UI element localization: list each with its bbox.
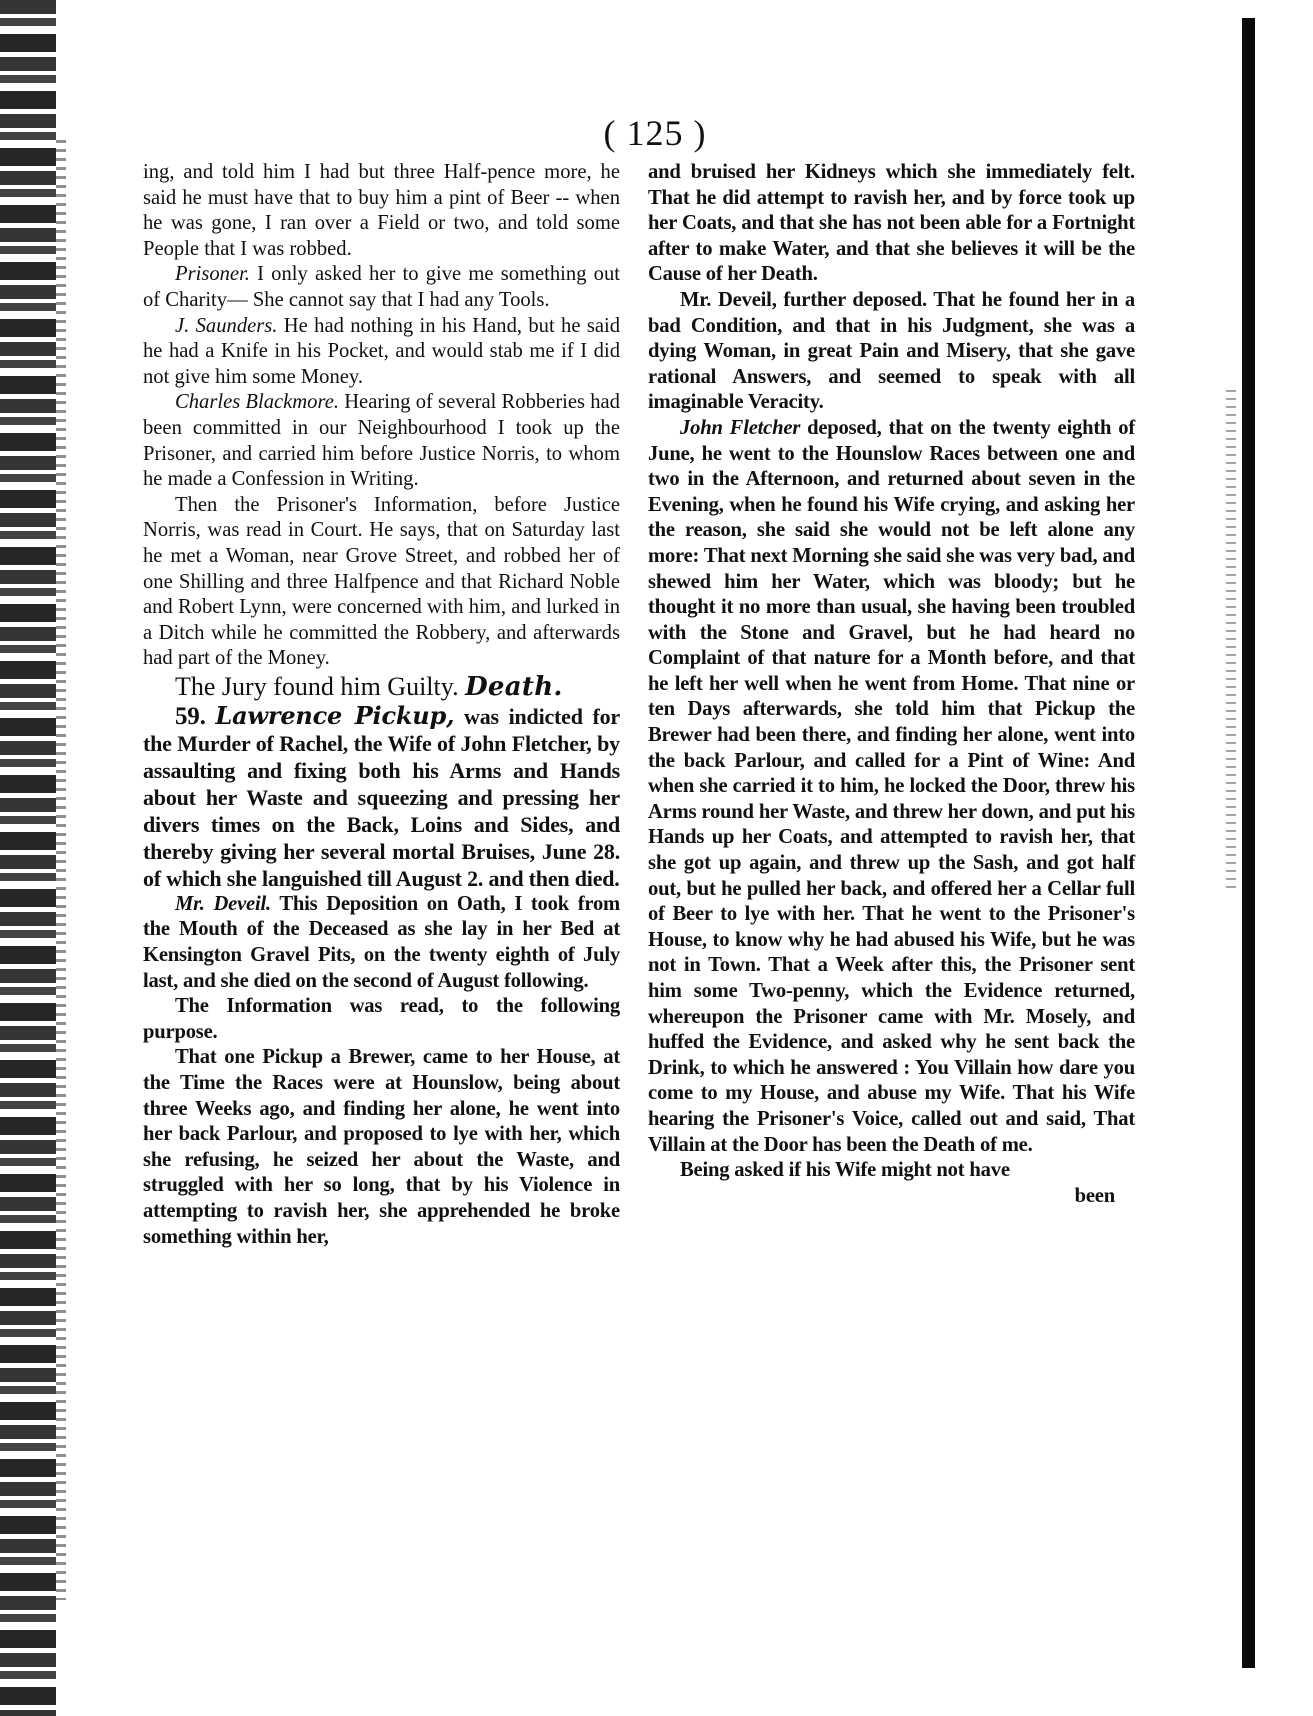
- paragraph: [648, 416, 1135, 1158]
- speaker-name: J. Saunders.: [175, 314, 278, 337]
- paragraph: ing, and told him I had but three Half-pence more, he said he must have that to buy him a pint of Beer -- when he was gone, I ran over a Field or two, and told some People that I was robbed.: [143, 161, 620, 260]
- paragraph: [143, 390, 620, 492]
- right-column: [648, 160, 1135, 1209]
- right-page-edge-rule: [1242, 18, 1255, 1668]
- testimony-text: I only asked her to give me something out of Charity— She cannot say that I had any Tools.: [143, 263, 620, 311]
- binding-edge-scan-artifact: [0, 0, 56, 1716]
- binding-shadow-scan-artifact: [56, 140, 66, 1600]
- verdict-text: The Jury found him Guilty.: [175, 671, 459, 701]
- verdict-sentence: Death.: [465, 671, 563, 702]
- testimony-text: He had nothing in his Hand, but he said he had a Knife in his Pocket, and would stab me if I did not give him some Money.: [143, 314, 620, 388]
- paragraph: [143, 262, 620, 313]
- paragraph: Then the Prisoner's Information, before Justice Norris, was read in Court. He says, that on Saturday last he met a Woman, near Grove Street, and robbed her of one Shilling and three Halfpence and that Richard Noble and Robert Lynn, were concerned with him, and lurked in a Ditch while he committed the Robbery, and afterwards had part of the Money.: [143, 493, 620, 670]
- paragraph: The Information was read, to the following purpose.: [143, 995, 620, 1043]
- speaker-name: Charles Blackmore.: [175, 391, 339, 414]
- page-number: ( 125 ): [603, 113, 707, 153]
- testimony-text: Hearing of several Robberies had been committed in our Neighbourhood I took up the Prisoner, and carried him before Justice Norris, to whom he made a Confession in Writing.: [143, 391, 620, 491]
- defendant-name: Lawrence Pickup,: [215, 700, 455, 730]
- paragraph: [143, 314, 620, 391]
- case-number: 59.: [175, 702, 206, 730]
- paragraph: [143, 892, 620, 994]
- speaker-name: Prisoner.: [175, 263, 250, 286]
- testimony-text: deposed, that on the twenty eighth of June, he went to the Hounslow Races between one and two in the Afternoon, and returned about seven in the Evening, when he found his Wife crying, and asking her the reason, she said she would not be left alone any more: That next Morning she said she was very bad, and shewed him her Water, which was bloody; but he thought it no more than usual, she having been troubled with the Stone and Gravel, but he had heard no Complaint of that nature for a Month before, and that he left her well when he went from Home. That nine or ten Days afterwards, she told him that Pickup the Brewer had been there, and finding her alone, went into the back Parlour, and called for a Pint of Wine: And when she carried it to him, he locked the Door, threw his Arms round her Waste, and threw her down, and put his Hands up her Coats, and attempted to ravish her, that she got up again, and threw up the Sash, and got half out, but he pulled her back, and offered her a Cellar full of Beer to lye with her. That he went to the Prisoner's House, to know why he had abused his Wife, but he was not in Town. That a Week after this, the Prisoner sent him some Two-penny, which the Evidence returned, whereupon the Prisoner came with Mr. Mosely, and huffed the Evidence, and asked why he sent back the Drink, to which he answered : You Villain how dare you come to my House, and abuse my Wife. That his Wife hearing the Prisoner's Voice, called out and said, That Villain at the Door has been the Death of me.: [648, 416, 1136, 1156]
- paragraph: Being asked if his Wife might not have: [680, 1159, 1010, 1182]
- indictment-text: was indicted for the Murder of Rachel, the Wife of John Fletcher, by assaulting and fixing both his Arms and Hands about her Waste and squeezing and pressing her divers times on the Back, Loins and Sides, and thereby giving her several mortal Bruises, June 28. of which she languished till August 2. and then died.: [143, 703, 620, 891]
- left-column: [143, 160, 620, 1250]
- case-heading: [143, 702, 620, 892]
- catchword: been: [1074, 1184, 1115, 1207]
- case-59-block: [143, 702, 620, 1250]
- testimony-text: This Deposition on Oath, I took from the Mouth of the Deceased as she lay in her Bed at Kensington Gravel Pits, on the twenty eighth of July last, and she died on the second of August following.: [143, 892, 621, 992]
- speaker-name: John Fletcher: [680, 416, 801, 439]
- right-margin-speckle: [1226, 390, 1236, 890]
- paragraph: and bruised her Kidneys which she immediately felt. That he did attempt to ravish her, and by force took up her Coats, and that she has not been able for a Fortnight after to make Water, and that she believes it will be the Cause of her Death.: [648, 161, 1135, 286]
- speaker-name: Mr. Deveil.: [175, 892, 271, 915]
- paragraph: That one Pickup a Brewer, came to her House, at the Time the Races were at Hounslow, being about three Weeks ago, and finding her alone, he went into her back Parlour, and proposed to lye with her, which she refusing, he seized her about the Waste, and struggled with her so long, that by his Violence in attempting to ravish her, she apprehended he broke something within her,: [143, 1046, 620, 1248]
- paragraph: Mr. Deveil, further deposed. That he found her in a bad Condition, and that in his Judgment, she was a dying Woman, in great Pain and Misery, that she gave rational Answers, and seemed to speak with all imaginable Veracity.: [648, 288, 1135, 414]
- verdict-line: [143, 672, 620, 702]
